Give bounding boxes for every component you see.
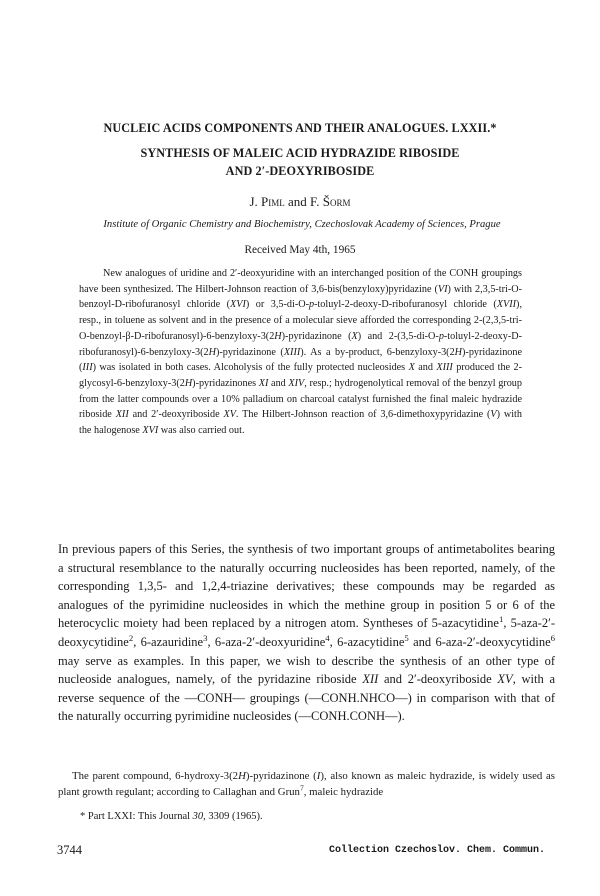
footnote: * Part LXXI: This Journal 30, 3309 (1965). bbox=[80, 811, 263, 822]
author-and: and F. bbox=[284, 194, 323, 209]
body-paragraph-2 bbox=[58, 768, 555, 800]
institute: Institute of Organic Chemistry and Biochemistry, Czechoslovak Academy of Sciences, Prague bbox=[103, 219, 501, 230]
title-line-2: SYNTHESIS OF MALEIC ACID HYDRAZIDE RIBOSIDE bbox=[140, 146, 460, 160]
author2-surname: Šorm bbox=[322, 194, 351, 209]
abstract-text: New analogues of uridine and 2′-deoxyuridine with an interchanged position of the CONH groupings have been synthesized. The Hilbert-Johnson reaction of 3,6-bis(benzyloxy)pyridazine (VI) with 2,3,5-tri-O-benzoyl-D-ribofuranosyl chloride (XVI) or 3,5-di-O-p-toluyl-2-deoxy-D-ribofuranosyl chloride (XVII), resp., in toluene as solvent and in the presence of a molecular sieve afforded the corresponding 2-(2,3,5-tri-O-benzoyl-β-D-ribofuranosyl)-6-benzyloxy-3(2H)-pyridazinone (X) and 2-(3,5-di-O-p-toluyl-2-deoxy-D-ribofuranosyl)-6-benzyloxy-3(2H)-pyridazinone (XIII). As a by-product, 6-benzyloxy-3(2H)-pyridazinone (III) was isolated in both cases. Alcoholysis of the fully protected nucleosides X and XIII produced the 2-glycosyl-6-benzyloxy-3(2H)-pyridazinones XI and XIV, resp.; hydrogenolytical removal of the benzyl group from the latter compounds over a 10% palladium on charcoal catalyst furnished the final maleic hydrazide riboside XII and 2′-deoxyriboside XV. The Hilbert-Johnson reaction of 3,6-dimethoxypyridazine (V) with the halogenose XVI was also carried out. bbox=[79, 268, 522, 437]
received-date: Received May 4th, 1965 bbox=[244, 244, 356, 256]
title-line-1: NUCLEIC ACIDS COMPONENTS AND THEIR ANALOGUES. LXXII.* bbox=[103, 121, 497, 135]
author1-initial: J. bbox=[249, 194, 262, 209]
title-line-3: AND 2′-DEOXYRIBOSIDE bbox=[225, 164, 375, 178]
authors bbox=[40, 194, 560, 210]
page-number: 3744 bbox=[57, 843, 82, 857]
paragraph-2-text: The parent compound, 6-hydroxy-3(2H)-pyridazinone (I), also known as maleic hydrazide, is widely used as plant growth regulant; according to Callaghan and Grun$^7$, maleic hydrazide bbox=[58, 770, 555, 798]
paragraph-1-text: In previous papers of this Series, the synthesis of two important groups of antimetabolites bearing a structural resemblance to the naturally occurring nucleosides has been reported, namely, of the corresponding 1,3,5- and 1,2,4-triazine derivatives; these compounds may be regarded as analogues of the pyrimidine nucleosides in which the methine group in position 5 or 6 of the heterocyclic moiety had been replaced by a nitrogen atom. Syntheses of 5-azacytidine$^1$, 5-aza-2′-deoxycytidine$^2$, 6-azauridine$^3$, 6-aza-2′-deoxyuridine$^4$, 6-azacytidine$^5$ and 6-aza-2′-deoxycytidine$^6$ may serve as examples. In this paper, we wish to describe the synthesis of an other type of nucleoside analogues, namely, of the pyridazine riboside XII and 2′-deoxyriboside XV, with a reverse sequence of the —CONH— groupings (—CONH.NHCO—) in comparison with that of the naturally occurring pyrimidine nucleosides (—CONH.CONH—). bbox=[58, 542, 556, 724]
author1-surname: Piml bbox=[261, 194, 285, 209]
body-paragraph-1 bbox=[58, 540, 555, 726]
journal-name: Collection Czechoslov. Chem. Commun. bbox=[328, 845, 545, 856]
abstract bbox=[79, 266, 522, 439]
